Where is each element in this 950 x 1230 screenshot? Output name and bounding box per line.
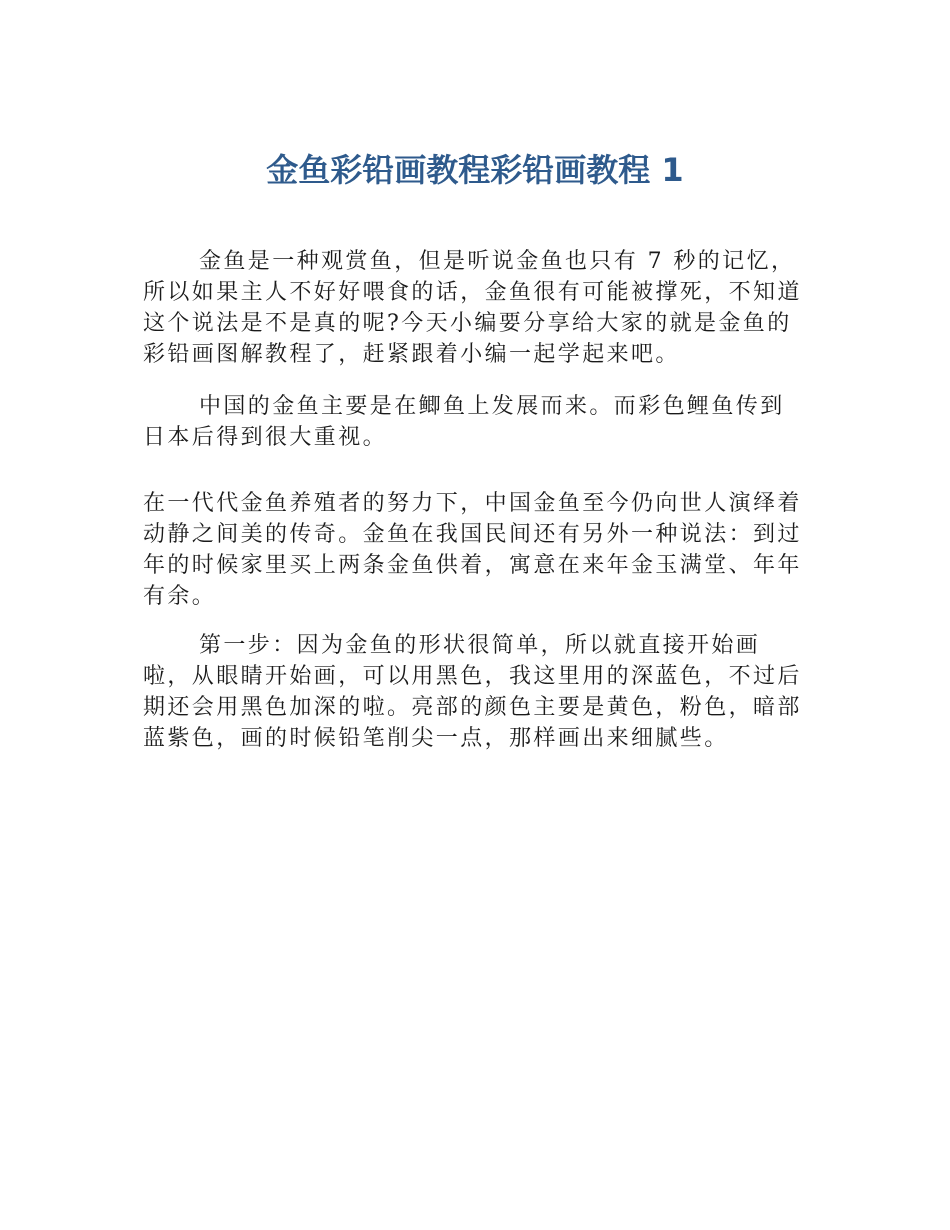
paragraph-line: 在一代代金鱼养殖者的努力下，中国金鱼至今仍向世人演绎着: [143, 491, 802, 516]
paragraph-line: 第一步：因为金鱼的形状很简单，所以就直接开始画: [199, 633, 761, 658]
paragraph-line: 这个说法是不是真的呢?今天小编要分享给大家的就是金鱼的: [143, 311, 792, 336]
paragraph-line: 动静之间美的传奇。金鱼在我国民间还有另外一种说法：到过: [143, 522, 802, 547]
paragraph-origin: [143, 391, 813, 453]
paragraph-line: 金鱼是一种观赏鱼，但是听说金鱼也只有 7 秒的记忆，: [199, 249, 796, 274]
paragraph-line: 期还会用黑色加深的啦。亮部的颜色主要是黄色，粉色，暗部: [143, 695, 802, 720]
paragraph-tradition: [143, 488, 813, 612]
paragraph-line: 彩铅画图解教程了，赶紧跟着小编一起学起来吧。: [143, 342, 680, 367]
paragraph-line: 啦，从眼睛开始画，可以用黑色，我这里用的深蓝色，不过后: [143, 664, 802, 689]
paragraph-line: 有余。: [143, 584, 217, 609]
paragraph-line: 年的时候家里买上两条金鱼供着，寓意在来年金玉满堂、年年: [143, 553, 802, 578]
paragraph-step-one: [143, 630, 813, 754]
paragraph-line: 所以如果主人不好好喂食的话，金鱼很有可能被撑死，不知道: [143, 280, 802, 305]
paragraph-line: 中国的金鱼主要是在鲫鱼上发展而来。而彩色鲤鱼传到: [199, 394, 785, 419]
paragraph-line: 日本后得到很大重视。: [143, 425, 388, 450]
paragraph-intro: [143, 246, 813, 370]
document-title: 金鱼彩铅画教程彩铅画教程 1: [266, 151, 684, 189]
paragraph-line: 蓝紫色，画的时候铅笔削尖一点，那样画出来细腻些。: [143, 726, 729, 751]
